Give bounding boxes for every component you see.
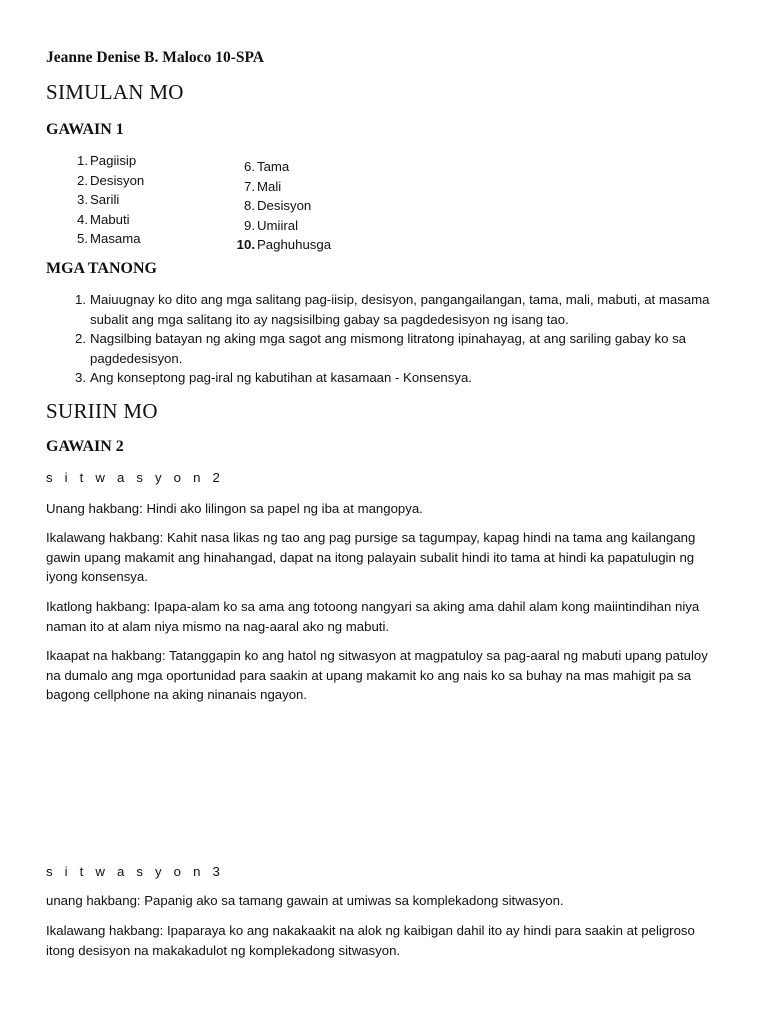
list-item [75, 329, 730, 368]
list-number: 7. [244, 178, 255, 194]
list-item [244, 196, 331, 216]
list-text: Tama [257, 159, 290, 174]
list-text: Maiuugnay ko dito ang mga salitang pag-iisip, desisyon, pangangailangan, tama, mali, mabuti, at masama subalit ang mga salitang ito ay nagsisilbing gabay sa pagdedesisyon ng isang tao. [90, 292, 710, 327]
list-item [244, 177, 331, 197]
sitwasyon3-step-2: Ikalawang hakbang: Ipaparaya ko ang nakakaakit na alok ng kaibigan dahil ito ay hindi para saakin at peligroso itong desisyon na makakadulot ng komplekadong sitwasyon. [46, 923, 695, 958]
list-text: Desisyon [90, 172, 145, 188]
sitwasyon2-step-3: Ikatlong hakbang: Ipapa-alam ko sa ama ang totoong nangyari sa aking ama dahil alam kong maiintindihan niya naman ito at alam niya mismo na nag-aaral ako ng mabuti. [46, 599, 700, 634]
author-line: Jeanne Denise B. Maloco 10-SPA [46, 49, 264, 66]
gawain1-list-left [77, 151, 145, 249]
gawain2-heading: GAWAIN 2 [46, 438, 124, 455]
sitwasyon2-label: s i t w a s y o n 2 [46, 470, 225, 485]
list-text: Desisyon [257, 198, 312, 213]
list-text: Ang konseptong pag-iral ng kabutihan at kasamaan - Konsensya. [90, 370, 472, 385]
list-number: 3. [75, 370, 86, 385]
list-text: Paghuhusga [257, 237, 332, 252]
list-text: Mabuti [90, 211, 130, 227]
simulan-heading: SIMULAN MO [46, 80, 184, 104]
list-item [77, 229, 144, 249]
sitwasyon3-step-1: unang hakbang: Papanig ako sa tamang gawain at umiwas sa komplekadong sitwasyon. [46, 893, 564, 908]
tanong-list [75, 290, 730, 388]
list-item [75, 368, 730, 388]
list-number: 8. [244, 198, 255, 213]
list-text: Mali [257, 178, 282, 194]
mga-tanong-heading: MGA TANONG [46, 260, 157, 277]
suriin-heading: SURIIN MO [46, 399, 158, 423]
sitwasyon3-label: s i t w a s y o n 3 [46, 864, 225, 879]
list-item [77, 190, 144, 210]
list-number: 4. [77, 211, 88, 227]
list-item [236, 235, 332, 255]
list-number: 2. [77, 172, 88, 188]
list-item [244, 216, 331, 236]
list-number: 9. [244, 217, 255, 233]
list-text: Masama [90, 231, 141, 246]
list-number: 5. [77, 231, 88, 246]
list-number: 3. [77, 192, 88, 207]
sitwasyon2-step-2: Ikalawang hakbang: Kahit nasa likas ng tao ang pag pursige sa tagumpay, kapag hindi na tama ang kailangang gawin upang makamit ang hinahangad, dapat na itong palayain subalit hindi ito tama at hindi ka papatulugin ng iyong konsensya. [46, 530, 696, 584]
list-number: 2. [75, 331, 86, 346]
sitwasyon2-step-4: Ikaapat na hakbang: Tatanggapin ko ang hatol ng sitwasyon at magpatuloy sa pag-aaral ng mabuti upang patuloy na dumalo ang mga oportunidad para saakin at upang makamit ko ang nais ko sa buhay na mas mahigit pa sa bagong cellphone na aking ninanais ngayon. [46, 648, 708, 702]
list-text: Sarili [90, 192, 120, 207]
list-number: 10. [236, 237, 255, 252]
list-item [77, 171, 145, 191]
list-item [244, 157, 331, 177]
list-number: 6. [244, 159, 255, 174]
list-number: 1. [77, 153, 88, 168]
sitwasyon2-step-1: Unang hakbang: Hindi ako lilingon sa papel ng iba at mangopya. [46, 501, 423, 516]
list-item [77, 210, 144, 230]
list-item [75, 290, 730, 329]
list-text: Nagsilbing batayan ng aking mga sagot ang mismong litratong ipinahayag, at ang sariling gabay ko sa pagdedesisyon. [90, 331, 687, 366]
list-text: Umiiral [257, 217, 299, 233]
list-number: 1. [75, 292, 86, 307]
gawain1-heading: GAWAIN 1 [46, 121, 124, 138]
list-text: Pagiisip [90, 153, 137, 168]
list-item [77, 151, 144, 171]
gawain1-list-right [236, 157, 332, 255]
